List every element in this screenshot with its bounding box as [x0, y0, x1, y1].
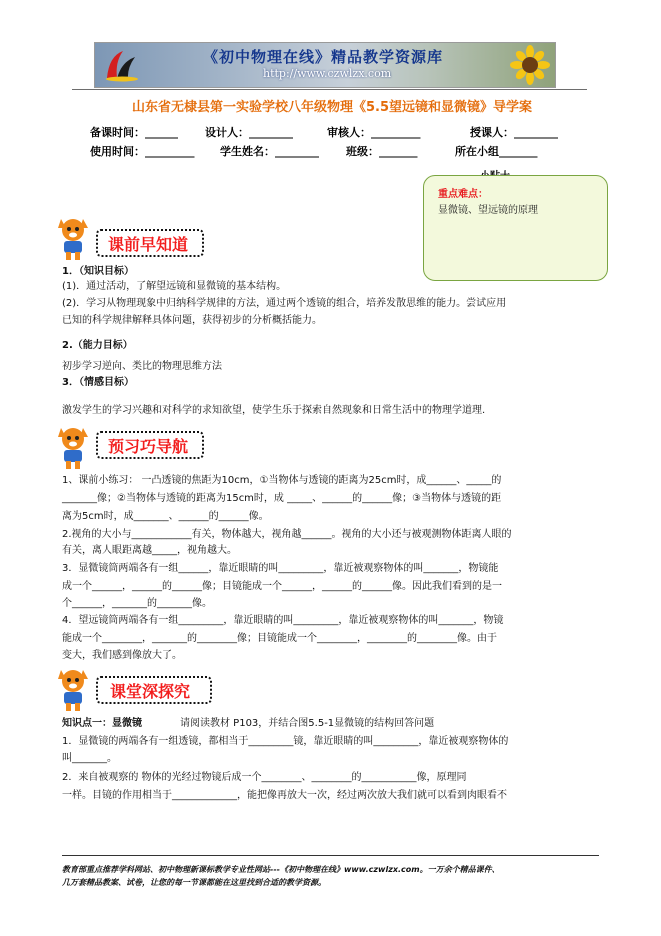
- footer-divider: [62, 855, 599, 856]
- guide-line: 4．望远镜筒两端各有一组_________，靠近眼睛的叫_________，靠近被观察物体的叫_______，物镜: [62, 615, 504, 626]
- meta-class: 班级：_______: [346, 145, 418, 158]
- section-heading-preview: 课前早知道: [108, 235, 189, 254]
- document-title: 山东省无棣县第一实验学校八年级物理《5.5望远镜和显微镜》导学案: [131, 100, 533, 115]
- site-logo-icon: [103, 48, 139, 82]
- meta-prep-time: 备课时间：______: [90, 126, 178, 139]
- guide-line: 有关，离人眼距离越_____，视角越大。: [62, 545, 237, 556]
- sunflower-icon: [509, 44, 551, 86]
- tips-key-text: 显微镜、望远镜的原理: [438, 205, 538, 216]
- guide-line: 个______，_______的_______像。: [62, 598, 212, 609]
- guide-line: 2.视角的大小与____________有关，物体越大，视角越______。视角的大小还与被观测物体距离人眼的: [62, 529, 512, 540]
- guide-line: 3．显微镜筒两端各有一组______，靠近眼睛的叫_________，靠近被观察物体的叫_______，物镜能: [62, 563, 499, 574]
- meta-use-time: 使用时间：_________: [90, 145, 195, 158]
- guide-line: 成一个______，______的______像；目镜能成一个______，______的______像。因此我们看到的是一: [62, 581, 502, 592]
- goal3-text: 激发学生的学习兴趣和对科学的求知欲望，使学生乐于探索自然现象和日常生活中的物理学道理.: [62, 405, 486, 416]
- cartoon-tiger-icon: [52, 422, 94, 470]
- meta-reviewer: 审核人：_________: [327, 126, 421, 139]
- goal1-title: 1．（知识目标）: [62, 266, 134, 277]
- goal1-item2-line1: (2)．学习从物理现象中归纳科学规律的方法，通过两个透镜的组合，培养发散思维的能力。尝试应用: [62, 298, 507, 309]
- section-heading-explore: 课堂深探究: [110, 682, 191, 701]
- guide-line: 1、课前小练习： 一凸透镜的焦距为10cm，①当物体与透镜的距离为25cm时，成______、_____的: [62, 475, 502, 486]
- cartoon-tiger-icon: [52, 213, 94, 261]
- guide-line: _______像；②当物体与透镜的距离为15cm时，成 _____、______的______像；③当物体与透镜的距: [62, 493, 502, 504]
- section-heading-guide: 预习巧导航: [108, 437, 189, 456]
- explore-line: 2．来自被观察的 物体的光经过物镜后成一个________、________的___________像，原理同: [62, 772, 467, 783]
- goal1-item1: (1)．通过活动，了解望远镜和显微镜的基本结构。: [62, 281, 287, 292]
- goal2-title: 2.（能力目标）: [62, 340, 133, 351]
- banner-url: http://www.czwlzx.com: [263, 67, 392, 80]
- meta-student-name: 学生姓名：________: [220, 145, 319, 158]
- guide-line: 能成一个________，_______的________像；目镜能成一个________，________的________像。由于: [62, 633, 497, 644]
- banner-title: 《初中物理在线》精品教学资源库: [203, 48, 444, 66]
- footer-line: 教育部重点推荐学科网站、初中物理新课标教学专业性网站---《初中物理在线》www.czwlzx.com。一万余个精品课件、: [62, 865, 500, 874]
- footer-line: 几万套精品教案、试卷，让您的每一节课都能在这里找到合适的教学资源。: [62, 878, 326, 887]
- explore-line: 一样。目镜的作用相当于_____________，能把像再放大一次，经过两次放大我们就可以看到肉眼看不: [62, 790, 507, 801]
- header-divider: [72, 89, 587, 90]
- guide-line: 离为5cm时，成_______、______的______像。: [62, 511, 269, 522]
- goal3-title: 3．（情感目标）: [62, 377, 134, 388]
- knowledge-point-label: 知识点一：显微镜: [62, 718, 142, 729]
- header-banner: [94, 42, 556, 88]
- knowledge-point-text: 请阅读教材 P103，并结合图5.5-1显微镜的结构回答问题: [180, 718, 435, 729]
- meta-group: 所在小组_______: [455, 145, 538, 158]
- goal2-text: 初步学习逆向、类比的物理思维方法: [62, 361, 222, 372]
- goal1-item2-line2: 已知的科学规律解释具体问题，获得初步的分析概括能力。: [62, 315, 322, 326]
- explore-line: 1．显微镜的两端各有一组透镜，都相当于_________镜，靠近眼睛的叫_________，靠近被观察物体的: [62, 736, 509, 747]
- guide-line: 变大，我们感到像放大了。: [62, 650, 182, 661]
- meta-designer: 设计人：________: [205, 126, 293, 139]
- meta-teacher: 授课人：________: [470, 126, 558, 139]
- cartoon-tiger-icon: [52, 664, 94, 712]
- explore-line: 叫_______。: [62, 753, 117, 764]
- tips-key-label: 重点难点：: [438, 189, 488, 200]
